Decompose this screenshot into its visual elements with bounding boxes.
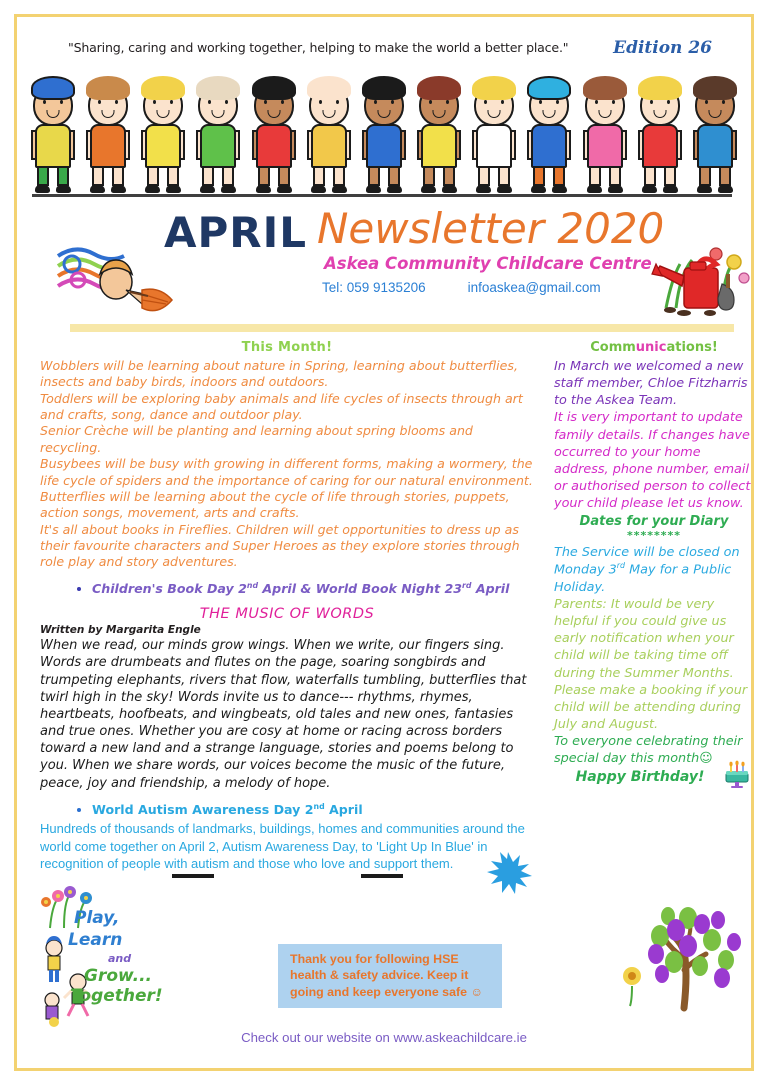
book-day-ordinal-2: rd xyxy=(462,580,472,590)
header-divider xyxy=(70,324,734,332)
logo-word-together: Together! xyxy=(70,986,163,1006)
parents-booking-paragraph: Parents: It would be very helpful if you could give us early notification when your child will be taking time off during the Summer Months. Please make a booking if your child will be attending during July and August. xyxy=(554,596,748,732)
header-tagline-row xyxy=(22,40,746,70)
child-figure xyxy=(361,74,407,200)
autism-pre: World Autism Awareness Day 2 xyxy=(92,801,314,817)
child-figure xyxy=(251,74,297,200)
child-figure xyxy=(85,74,131,200)
handprint-tree-illustration xyxy=(622,890,750,1012)
child-figure xyxy=(582,74,628,200)
list-item-autism-day xyxy=(92,801,534,819)
child-figure xyxy=(195,74,241,200)
hse-notice-box xyxy=(278,944,502,1008)
paragraph-toddlers: Toddlers will be exploring baby animals and life cycles of insects through art and crafts, song, dance and outdoor play. xyxy=(40,390,523,423)
autism-bullet-list xyxy=(40,801,534,819)
book-day-ordinal-1: nd xyxy=(246,580,259,590)
happy-birthday-text: Happy Birthday! xyxy=(575,769,705,786)
child-figure xyxy=(416,74,462,200)
comm-part-3: ations! xyxy=(666,340,718,355)
contact-row xyxy=(322,280,622,295)
children-baseline xyxy=(32,194,732,197)
this-month-heading: This Month! xyxy=(241,340,333,355)
autism-post: April xyxy=(324,801,363,817)
book-day-pre: Children's Book Day 2 xyxy=(92,580,247,596)
child-figure xyxy=(550,874,592,1012)
hat-icon xyxy=(172,874,214,878)
child-figure xyxy=(503,874,545,1012)
diary-heading: Dates for your Diary xyxy=(579,514,729,530)
this-month-paragraphs xyxy=(40,358,534,571)
poem-body: When we read, our minds grow wings. When we write, our fingers sing. Words are drumbeats and flutes on the page, soaring songbirds and trumpeting elephants, rivers that flow, waterfalls tumbling, butterflies that twirl high in the sky! Words invite us to dance--- rhythms, rhymes, heartbeats, hoofbeats, and wingbeats, old tales and new ones, fantasies and true ones. Whether you are cosy at home or racing across borders toward a new land and a strange language, stories and poems belong to you. When we share words, our voices become the music of the future, peace, joy and friendship, a melody of hope. xyxy=(40,638,527,791)
sidebar-column xyxy=(554,340,754,785)
logo-word-and: and xyxy=(108,952,132,965)
logo-word-play: Play, xyxy=(74,908,120,928)
centre-name: Askea Community Childcare Centre xyxy=(324,254,652,273)
star-divider: ******** xyxy=(626,529,682,543)
page-title-month: APRIL xyxy=(164,208,308,257)
comm-part-2: unic xyxy=(635,340,667,355)
watering-can-illustration xyxy=(650,236,754,322)
comm-part-1: Comm xyxy=(590,340,636,355)
child-figure xyxy=(692,74,738,200)
autism-body: Hundreds of thousands of landmarks, buildings, homes and communities around the world come together on April 2, Autism Awareness Day, to 'Light Up In Blue' in recognition of people with autism and those who love and support them. xyxy=(40,821,525,871)
tagline-text: "Sharing, caring and working together, helping to make the world a better place." xyxy=(68,40,569,55)
paragraph-wobblers: Wobblers will be learning about nature in Spring, learning about butterflies, insects and baby birds, indoors and outdoors. xyxy=(40,358,518,390)
header-children-illustration xyxy=(30,70,738,200)
edition-label: Edition 26 xyxy=(613,38,712,58)
closure-paragraph xyxy=(554,544,754,596)
child-figure xyxy=(471,74,517,200)
welcome-paragraph: In March we welcomed a new staff member, Chloe Fitzharris to the Askea Team. xyxy=(554,359,748,409)
cap-icon xyxy=(361,874,403,878)
phone-number: Tel: 059 9135206 xyxy=(322,280,426,295)
closure-post: May for a Public Holiday. xyxy=(554,562,732,595)
poem-author: Written by Margarita Engle xyxy=(40,624,201,637)
birthday-block xyxy=(554,769,754,785)
main-column xyxy=(40,340,534,872)
autism-ordinal: nd xyxy=(313,801,325,811)
website-line[interactable]: Check out our website on www.askeachildcare.ie xyxy=(241,1030,527,1045)
child-figure xyxy=(172,874,214,1012)
hat-icon xyxy=(31,76,75,100)
child-figure xyxy=(306,74,352,200)
child-figure xyxy=(140,74,186,200)
hse-notice-text: Thank you for following HSE health & safety advice. Keep it going and keep everyone safe ☺ xyxy=(290,952,484,999)
logo-word-grow: Grow... xyxy=(84,966,153,986)
celebrating-paragraph: To everyone celebrating their special day this month☺ xyxy=(554,734,743,767)
play-learn-grow-illustration xyxy=(30,882,166,1028)
paragraph-busybees: Busybees will be busy with growing in different forms, making a wormery, the life cycle of spiders and the importance of caring for our natural environment. xyxy=(40,456,533,488)
logo-word-learn: Learn xyxy=(68,930,123,950)
footer-zone xyxy=(22,854,746,1064)
page-title-newsletter: Newsletter 2020 xyxy=(317,204,665,253)
hat-icon xyxy=(527,76,571,100)
paragraph-fireflies: It's all about books in Fireflies. Children will get opportunities to dress up as their favourite characters and Super Heroes as they explore stories through role play and story adventures. xyxy=(40,521,520,570)
paragraph-senior-creche: Senior Crèche will be planting and learning about spring blooms and recycling. xyxy=(40,423,473,455)
communications-heading xyxy=(554,340,754,355)
email-address[interactable]: infoaskea@gmail.com xyxy=(467,280,601,295)
list-item-book-day xyxy=(92,580,534,598)
wind-blowing-illustration xyxy=(56,238,184,320)
child-figure xyxy=(637,74,683,200)
closure-ordinal: rd xyxy=(616,561,626,571)
book-day-bullet-list xyxy=(40,580,534,598)
birthday-cake-icon xyxy=(722,759,752,789)
closure-pre: The Service will be closed on Monday 3 xyxy=(554,545,740,578)
child-figure xyxy=(219,874,261,1012)
child-figure xyxy=(30,74,76,200)
book-day-post: April xyxy=(471,580,510,596)
book-day-mid: April & World Book Night 23 xyxy=(258,580,463,596)
poem-title: THE MUSIC OF WORDS xyxy=(199,606,375,623)
update-details-paragraph: It is very important to update family details. If changes have occurred to your home address, phone number, email or authorised person to collect your child please let us know. xyxy=(554,410,751,512)
child-figure xyxy=(526,74,572,200)
paragraph-butterflies: Butterflies will be learning about the cycle of life through stories, puppets, action songs, movement, arts and crafts. xyxy=(40,488,510,521)
